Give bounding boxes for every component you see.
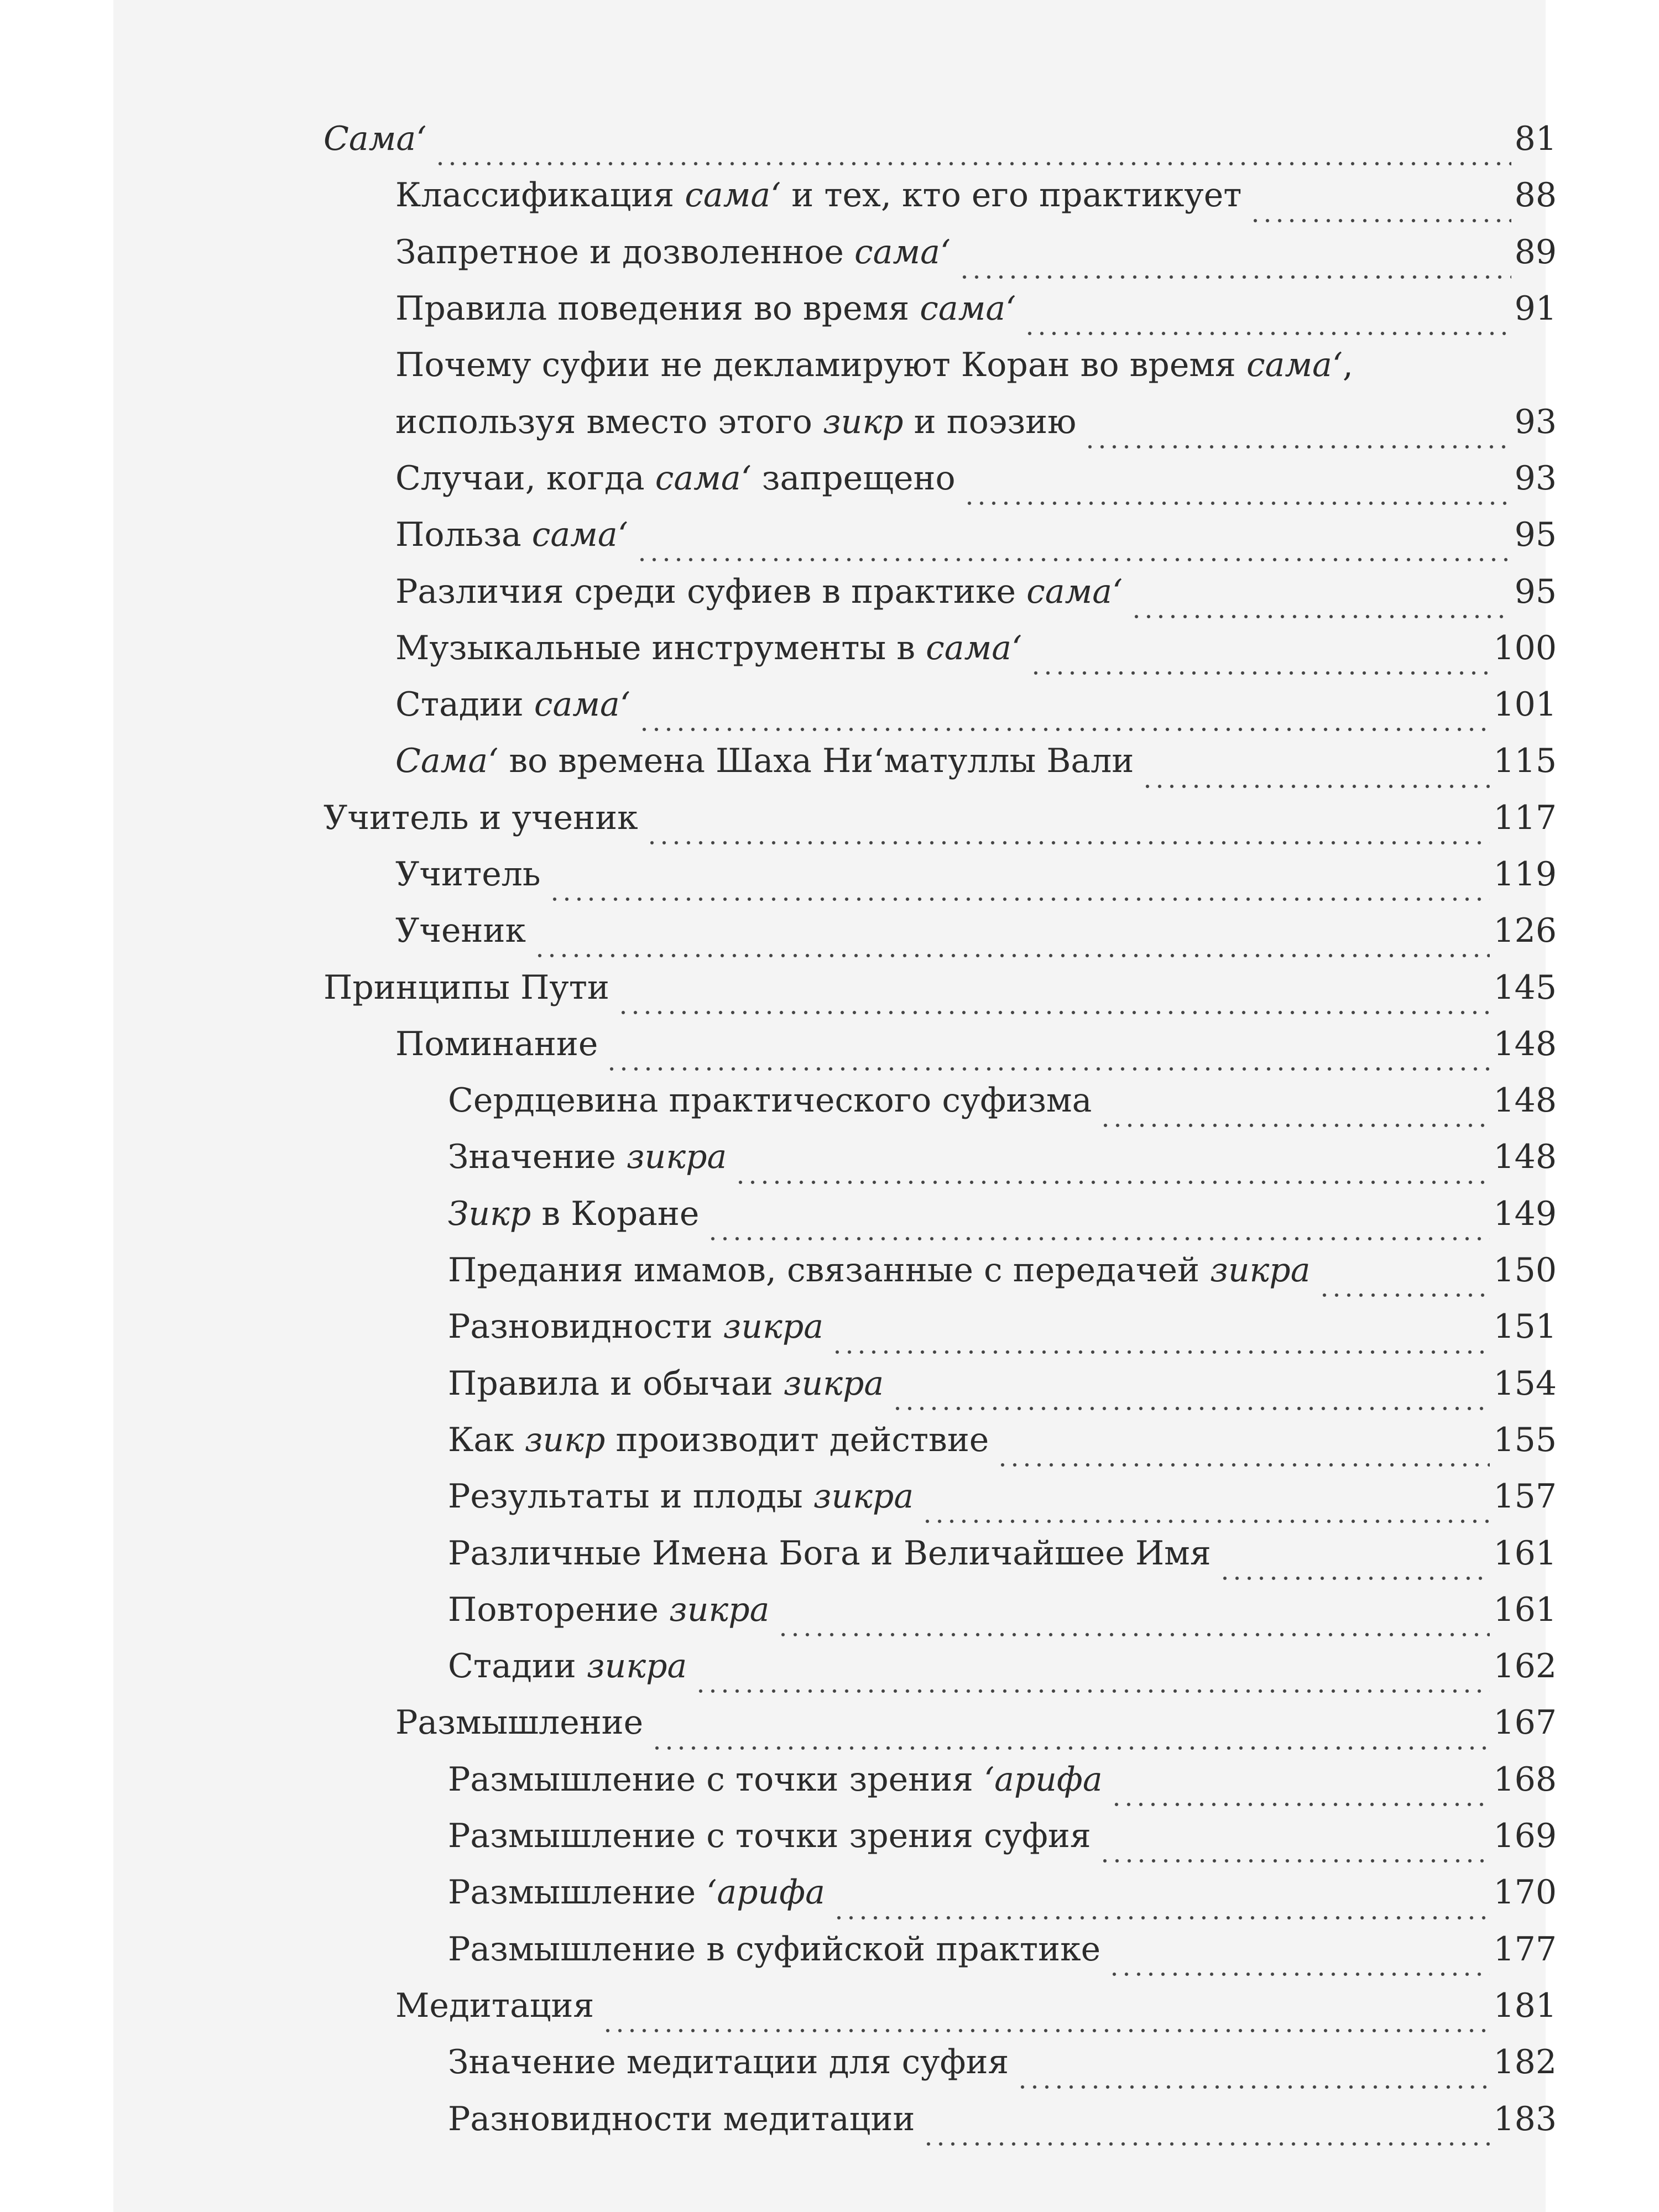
- toc-entry-text: используя вместо этого: [395, 402, 823, 441]
- toc-entry-title: [395, 629, 1022, 667]
- toc-page-number: 145: [1493, 968, 1557, 1007]
- toc-entry-text: Размышление с точки зрения: [448, 1760, 984, 1799]
- toc-entry-title: [448, 1760, 1103, 1799]
- toc-entry-title: [324, 799, 638, 837]
- toc-entry: [324, 733, 1557, 789]
- toc-page-number: 93: [1514, 458, 1557, 498]
- toc-entry-text: Различия среди суфиев в практике: [395, 572, 1027, 611]
- toc-entry: [324, 2090, 1557, 2147]
- toc-page-number: 170: [1493, 1873, 1557, 1912]
- toc-dot-leader: [549, 878, 1490, 902]
- toc-entry-term: зикра: [626, 1138, 727, 1177]
- toc-entry-text: Размышление с точки зрения суфия: [448, 1817, 1091, 1856]
- toc-entry-term: сама‘: [920, 289, 1016, 328]
- toc-entry: [324, 1129, 1557, 1185]
- toc-entry-term: сама‘: [926, 628, 1022, 667]
- toc-entry-term: Сама‘: [324, 119, 427, 159]
- toc-entry: [324, 450, 1557, 507]
- toc-dot-leader: [1084, 426, 1511, 450]
- toc-page-number: 154: [1493, 1364, 1557, 1403]
- toc-entry: [324, 959, 1557, 1015]
- toc-dot-leader: [1099, 1104, 1490, 1129]
- toc-entry-title: [448, 1421, 989, 1459]
- toc-entry-text: Размышление в суфийской практике: [448, 1929, 1101, 1969]
- toc-entry: [324, 1921, 1557, 1978]
- toc-entry-text: Как: [448, 1420, 525, 1459]
- toc-entry: [324, 676, 1557, 733]
- toc-dot-leader: [1016, 2066, 1490, 2090]
- toc-page-number: 150: [1493, 1251, 1557, 1290]
- toc-entry: [324, 846, 1557, 902]
- toc-dot-leader: [1099, 1840, 1490, 1864]
- toc-entry: [324, 902, 1557, 959]
- toc-page-number: 181: [1493, 1986, 1557, 2025]
- toc-dot-leader: [1030, 652, 1490, 676]
- toc-entry: [324, 1186, 1557, 1242]
- toc-entry-title: [395, 459, 956, 498]
- toc-page-number: 115: [1493, 742, 1557, 781]
- toc-page-number: 117: [1493, 798, 1557, 837]
- toc-page-number: 183: [1493, 2099, 1557, 2138]
- toc-entry-term: зикра: [813, 1477, 914, 1516]
- toc-entry: [324, 393, 1557, 450]
- toc-dot-leader: [1130, 596, 1511, 620]
- toc-entry: [324, 1864, 1557, 1921]
- toc-dot-leader: [651, 1727, 1490, 1751]
- toc-entry-text: Значение: [448, 1138, 627, 1177]
- toc-entry-term: зикр: [524, 1420, 606, 1459]
- toc-page-number: 168: [1493, 1760, 1557, 1799]
- toc-page-number: 81: [1514, 119, 1557, 159]
- toc-page-number: 155: [1493, 1420, 1557, 1459]
- toc-entry-title: [395, 346, 1353, 384]
- toc-entry-title: [448, 1194, 699, 1233]
- toc-page-number: 119: [1493, 855, 1557, 894]
- toc-page-number: 91: [1514, 289, 1557, 328]
- toc-dot-leader: [606, 1048, 1490, 1072]
- toc-entry-title: [448, 2043, 1009, 2081]
- toc-entry-title: [448, 2100, 915, 2138]
- toc-page-number: 126: [1493, 911, 1557, 951]
- toc-entry-title: [395, 403, 1076, 441]
- toc-dot-leader: [534, 935, 1490, 959]
- toc-dot-leader: [1219, 1557, 1490, 1582]
- toc-entry-term: зикра: [783, 1364, 884, 1403]
- toc-entry-text: Польза: [395, 515, 532, 555]
- toc-entry: [324, 1016, 1557, 1072]
- toc-entry-title: [448, 1534, 1211, 1573]
- toc-entry-title: [395, 572, 1123, 611]
- table-of-contents: [324, 111, 1557, 2147]
- toc-entry-text: Разновидности медитации: [448, 2099, 915, 2138]
- toc-entry-term: ‘арифа: [706, 1873, 825, 1912]
- toc-entry-text: Правила и обычаи: [448, 1364, 784, 1403]
- toc-entry-term: зикра: [1210, 1251, 1311, 1290]
- toc-dot-leader: [921, 1500, 1490, 1525]
- toc-entry-text: Почему суфии не декламируют Коран во время: [395, 346, 1246, 385]
- toc-entry: [324, 1694, 1557, 1751]
- toc-page-number: 167: [1493, 1703, 1557, 1743]
- toc-page-number: 95: [1514, 572, 1557, 611]
- toc-entry-title: [395, 1703, 643, 1742]
- toc-entry-text: Предания имамов, связанные с передачей: [448, 1251, 1211, 1290]
- toc-page-number: 101: [1493, 685, 1557, 724]
- toc-entry: [324, 1978, 1557, 2034]
- toc-entry-text: Повторение: [448, 1590, 670, 1629]
- toc-entry-title: [395, 742, 1134, 780]
- toc-entry-text: Стадии: [395, 685, 534, 724]
- toc-page-number: 148: [1493, 1024, 1557, 1063]
- toc-entry: [324, 620, 1557, 676]
- toc-entry-term: зикра: [723, 1307, 824, 1347]
- toc-entry-title: [448, 1590, 769, 1629]
- toc-dot-leader: [922, 2123, 1490, 2147]
- toc-page-number: 161: [1493, 1533, 1557, 1573]
- toc-entry-text: Сердцевина практического суфизма: [448, 1081, 1092, 1120]
- toc-dot-leader: [617, 992, 1490, 1016]
- toc-entry-term: сама‘: [1026, 572, 1123, 611]
- toc-entry: [324, 280, 1557, 337]
- toc-entry-title: [448, 1873, 825, 1912]
- toc-entry: [324, 1242, 1557, 1298]
- toc-entry-title: [448, 1364, 884, 1403]
- toc-entry-title: [448, 1138, 727, 1176]
- toc-page-number: 169: [1493, 1817, 1557, 1856]
- toc-dot-leader: [1110, 1783, 1490, 1808]
- toc-entry-term: зикра: [669, 1590, 770, 1629]
- toc-entry-text: Размышление: [395, 1703, 644, 1743]
- toc-entry-text: и тех, кто его практикует: [781, 176, 1242, 215]
- toc-entry-title: [395, 685, 630, 724]
- toc-entry: [324, 507, 1557, 563]
- toc-entry: [324, 1638, 1557, 1694]
- toc-entry-text: Случаи, когда: [395, 458, 655, 498]
- toc-page-number: 88: [1514, 176, 1557, 215]
- toc-entry: [324, 111, 1557, 167]
- toc-entry-text: Стадии: [448, 1647, 587, 1686]
- toc-entry-text: Принципы Пути: [324, 968, 609, 1007]
- toc-entry: [324, 1808, 1557, 1864]
- toc-entry-title: [395, 911, 526, 950]
- toc-entry-term: Зикр: [448, 1194, 531, 1233]
- toc-entry-title: [448, 1251, 1311, 1290]
- toc-dot-leader: [1108, 1953, 1490, 1978]
- toc-dot-leader: [997, 1444, 1490, 1468]
- toc-page-number: 157: [1493, 1477, 1557, 1516]
- toc-dot-leader: [638, 708, 1490, 733]
- toc-entry-term: сама‘: [531, 515, 628, 555]
- toc-entry-text: Учитель и ученик: [324, 798, 638, 837]
- toc-dot-leader: [636, 539, 1511, 563]
- toc-page-number: 148: [1493, 1138, 1557, 1177]
- toc-entry-text: Медитация: [395, 1986, 594, 2025]
- toc-entry: [324, 1072, 1557, 1129]
- toc-entry: [324, 224, 1557, 280]
- toc-entry: [324, 1412, 1557, 1468]
- toc-dot-leader: [963, 482, 1511, 507]
- toc-entry-term: Сама‘: [395, 742, 499, 781]
- toc-entry-term: сама‘: [854, 232, 951, 272]
- toc-entry-text: ,: [1342, 346, 1353, 385]
- toc-dot-leader: [695, 1670, 1490, 1694]
- toc-entry: [324, 337, 1557, 393]
- toc-entry-title: [448, 1307, 823, 1346]
- toc-dot-leader: [831, 1331, 1490, 1355]
- toc-entry: [324, 790, 1557, 846]
- toc-page-number: 182: [1493, 2043, 1557, 2082]
- toc-entry-text: Поминание: [395, 1024, 598, 1063]
- toc-page-number: 100: [1493, 628, 1557, 667]
- toc-entry-text: Разновидности: [448, 1307, 723, 1347]
- toc-page-number: 162: [1493, 1647, 1557, 1686]
- toc-entry-text: запрещено: [751, 458, 956, 498]
- toc-entry-title: [395, 233, 951, 272]
- toc-entry-title: [448, 1081, 1092, 1120]
- toc-page-number: 161: [1493, 1590, 1557, 1629]
- toc-dot-leader: [833, 1897, 1490, 1921]
- toc-entry-title: [395, 1025, 598, 1063]
- toc-dot-leader: [646, 822, 1490, 846]
- toc-entry-text: производит действие: [605, 1420, 989, 1459]
- toc-dot-leader: [1024, 312, 1511, 337]
- toc-page-number: 89: [1514, 232, 1557, 272]
- toc-entry-title: [395, 855, 541, 894]
- toc-entry-title: [448, 1817, 1091, 1855]
- toc-dot-leader: [707, 1218, 1490, 1242]
- toc-entry-title: [395, 176, 1241, 215]
- toc-dot-leader: [734, 1161, 1490, 1186]
- toc-entry-term: зикра: [586, 1647, 687, 1686]
- toc-entry-text: Результаты и плоды: [448, 1477, 813, 1516]
- toc-page-number: 148: [1493, 1081, 1557, 1120]
- toc-dot-leader: [1249, 200, 1511, 224]
- toc-page-number: 177: [1493, 1929, 1557, 1969]
- toc-entry-text: Правила поведения во время: [395, 289, 920, 328]
- toc-entry-text: в Коране: [531, 1194, 700, 1233]
- toc-entry-title: [448, 1647, 687, 1686]
- toc-dot-leader: [434, 143, 1511, 167]
- toc-dot-leader: [1141, 765, 1490, 790]
- book-page: [113, 0, 1557, 2212]
- toc-entry: [324, 1468, 1557, 1525]
- toc-entry-term: сама‘: [534, 685, 630, 724]
- toc-entry-term: сама‘: [655, 458, 752, 498]
- toc-entry-title: [448, 1930, 1100, 1969]
- toc-entry-term: сама‘: [685, 176, 781, 215]
- toc-entry: [324, 1751, 1557, 1808]
- toc-entry: [324, 167, 1557, 223]
- toc-entry: [324, 2034, 1557, 2090]
- toc-entry-title: [448, 1477, 914, 1516]
- toc-entry: [324, 1298, 1557, 1355]
- toc-entry-text: Запретное и дозволенное: [395, 232, 855, 272]
- toc-dot-leader: [602, 2010, 1490, 2034]
- toc-entry-text: Классификация: [395, 176, 685, 215]
- toc-entry-text: и поэзию: [903, 402, 1077, 441]
- toc-page-number: 93: [1514, 402, 1557, 441]
- toc-entry-term: зикр: [822, 402, 904, 441]
- toc-entry-text: Размышление: [448, 1873, 707, 1912]
- toc-entry: [324, 1355, 1557, 1412]
- toc-page-number: 151: [1493, 1307, 1557, 1347]
- toc-entry-term: ‘арифа: [984, 1760, 1103, 1799]
- toc-entry-title: [324, 968, 609, 1007]
- toc-entry: [324, 563, 1557, 619]
- toc-page-number: 149: [1493, 1194, 1557, 1233]
- toc-dot-leader: [958, 256, 1511, 280]
- toc-dot-leader: [777, 1614, 1490, 1638]
- toc-entry-term: сама‘: [1246, 346, 1343, 385]
- toc-entry-text: во времена Шаха Ни‘матуллы Вали: [498, 742, 1134, 781]
- toc-entry-title: [395, 515, 628, 554]
- toc-entry-title: [395, 1986, 594, 2025]
- toc-entry-text: Значение медитации для суфия: [448, 2043, 1009, 2082]
- toc-entry-text: Учитель: [395, 855, 541, 894]
- toc-entry-text: Ученик: [395, 911, 526, 951]
- toc-entry-title: [324, 119, 426, 158]
- toc-dot-leader: [1318, 1274, 1490, 1298]
- toc-entry: [324, 1582, 1557, 1638]
- toc-entry-title: [395, 289, 1016, 328]
- toc-entry-text: Различные Имена Бога и Величайшее Имя: [448, 1533, 1211, 1573]
- toc-entry: [324, 1525, 1557, 1581]
- toc-entry-text: Музыкальные инструменты в: [395, 628, 926, 667]
- toc-dot-leader: [891, 1387, 1490, 1412]
- toc-page-number: 95: [1514, 515, 1557, 555]
